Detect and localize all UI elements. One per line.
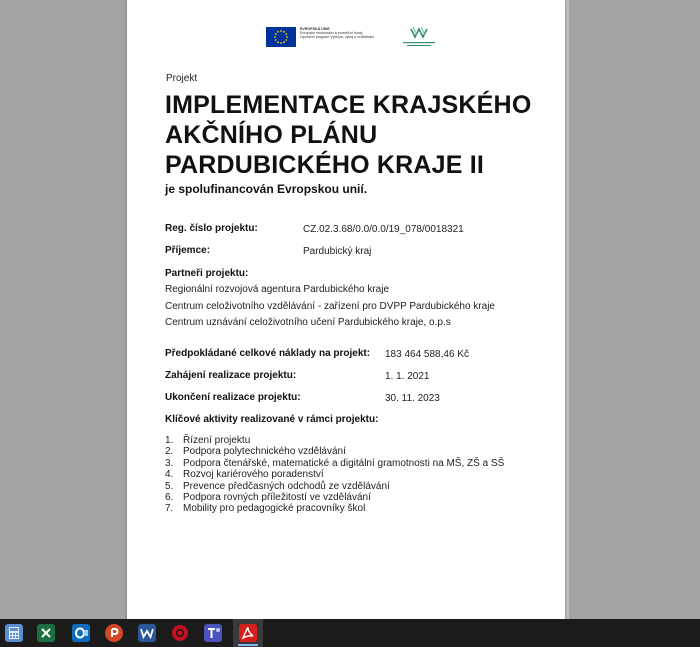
title-line: IMPLEMENTACE KRAJSKÉHO bbox=[165, 91, 532, 119]
page-title bbox=[165, 90, 531, 180]
list-item: 6. Podpora rovných příležitostí ve vzdělávání bbox=[165, 492, 371, 504]
list-item: 2. Podpora polytechnického vzdělávání bbox=[165, 446, 346, 458]
taskbar-active-indicator bbox=[238, 644, 258, 646]
list-item: 5. Prevence předčasných odchodů ze vzdělávání bbox=[165, 480, 390, 492]
taskbar bbox=[0, 619, 700, 647]
eu-flag-icon bbox=[266, 27, 296, 47]
outlook-icon[interactable] bbox=[72, 624, 90, 642]
activities-list bbox=[165, 435, 504, 515]
title-line: AKČNÍHO PLÁNU bbox=[165, 121, 378, 149]
activities-label: Klíčové aktivity realizované v rámci projektu: bbox=[165, 414, 379, 425]
page-subtitle: je spolufinancován Evropskou unií. bbox=[165, 182, 368, 196]
teams-icon[interactable] bbox=[204, 624, 222, 642]
prijemce-label: Příjemce: bbox=[165, 245, 211, 256]
start-date-value: 1. 1. 2021 bbox=[385, 371, 430, 382]
record-icon[interactable] bbox=[171, 624, 189, 642]
costs-label: Předpokládané celkové náklady na projekt: bbox=[165, 348, 371, 359]
list-item: 1. Řízení projektu bbox=[165, 435, 251, 446]
title-line: PARDUBICKÉHO KRAJE II bbox=[165, 151, 485, 179]
excel-icon[interactable] bbox=[37, 624, 55, 642]
end-date-value: 30. 11. 2023 bbox=[385, 393, 440, 404]
prijemce-value: Pardubický kraj bbox=[303, 246, 372, 257]
calculator-icon[interactable] bbox=[5, 624, 23, 642]
list-item: 3. Podpora čtenářské, matematické a digitální gramotnosti na MŠ, ZŠ a SŠ bbox=[165, 457, 505, 469]
eu-logo-text: EVROPSKÁ UNIE Evropské strukturální a investiční fondy Operační program Výzkum, vývoj a vzdělávání bbox=[300, 27, 375, 40]
msmt-logo-icon bbox=[397, 25, 441, 51]
partner-item: Centrum celoživotního vzdělávání - zařízení pro DVPP Pardubického kraje bbox=[165, 301, 495, 312]
word-icon[interactable] bbox=[138, 624, 156, 642]
partner-item: Regionální rozvojová agentura Pardubického kraje bbox=[165, 284, 390, 295]
partners-label: Partneři projektu: bbox=[165, 268, 249, 279]
partner-item: Centrum uznávání celoživotního učení Pardubického kraje, o.p.s bbox=[165, 317, 451, 328]
list-item: 7. Mobility pro pedagogické pracovníky škol bbox=[165, 503, 366, 515]
reg-number-label: Reg. číslo projektu: bbox=[165, 223, 258, 234]
costs-value: 183 464 588,46 Kč bbox=[385, 349, 469, 360]
scrollbar-track[interactable] bbox=[565, 0, 569, 619]
start-date-label: Zahájení realizace projektu: bbox=[165, 370, 297, 381]
acrobat-icon[interactable] bbox=[239, 624, 257, 642]
document-page bbox=[127, 0, 565, 619]
reg-number-value: CZ.02.3.68/0.0/0.0/19_078/0018321 bbox=[303, 224, 464, 235]
projekt-label: Projekt bbox=[166, 73, 198, 84]
end-date-label: Ukončení realizace projektu: bbox=[165, 392, 301, 403]
powerpoint-icon[interactable] bbox=[105, 624, 123, 642]
list-item: 4. Rozvoj kariérového poradenství bbox=[165, 469, 324, 481]
